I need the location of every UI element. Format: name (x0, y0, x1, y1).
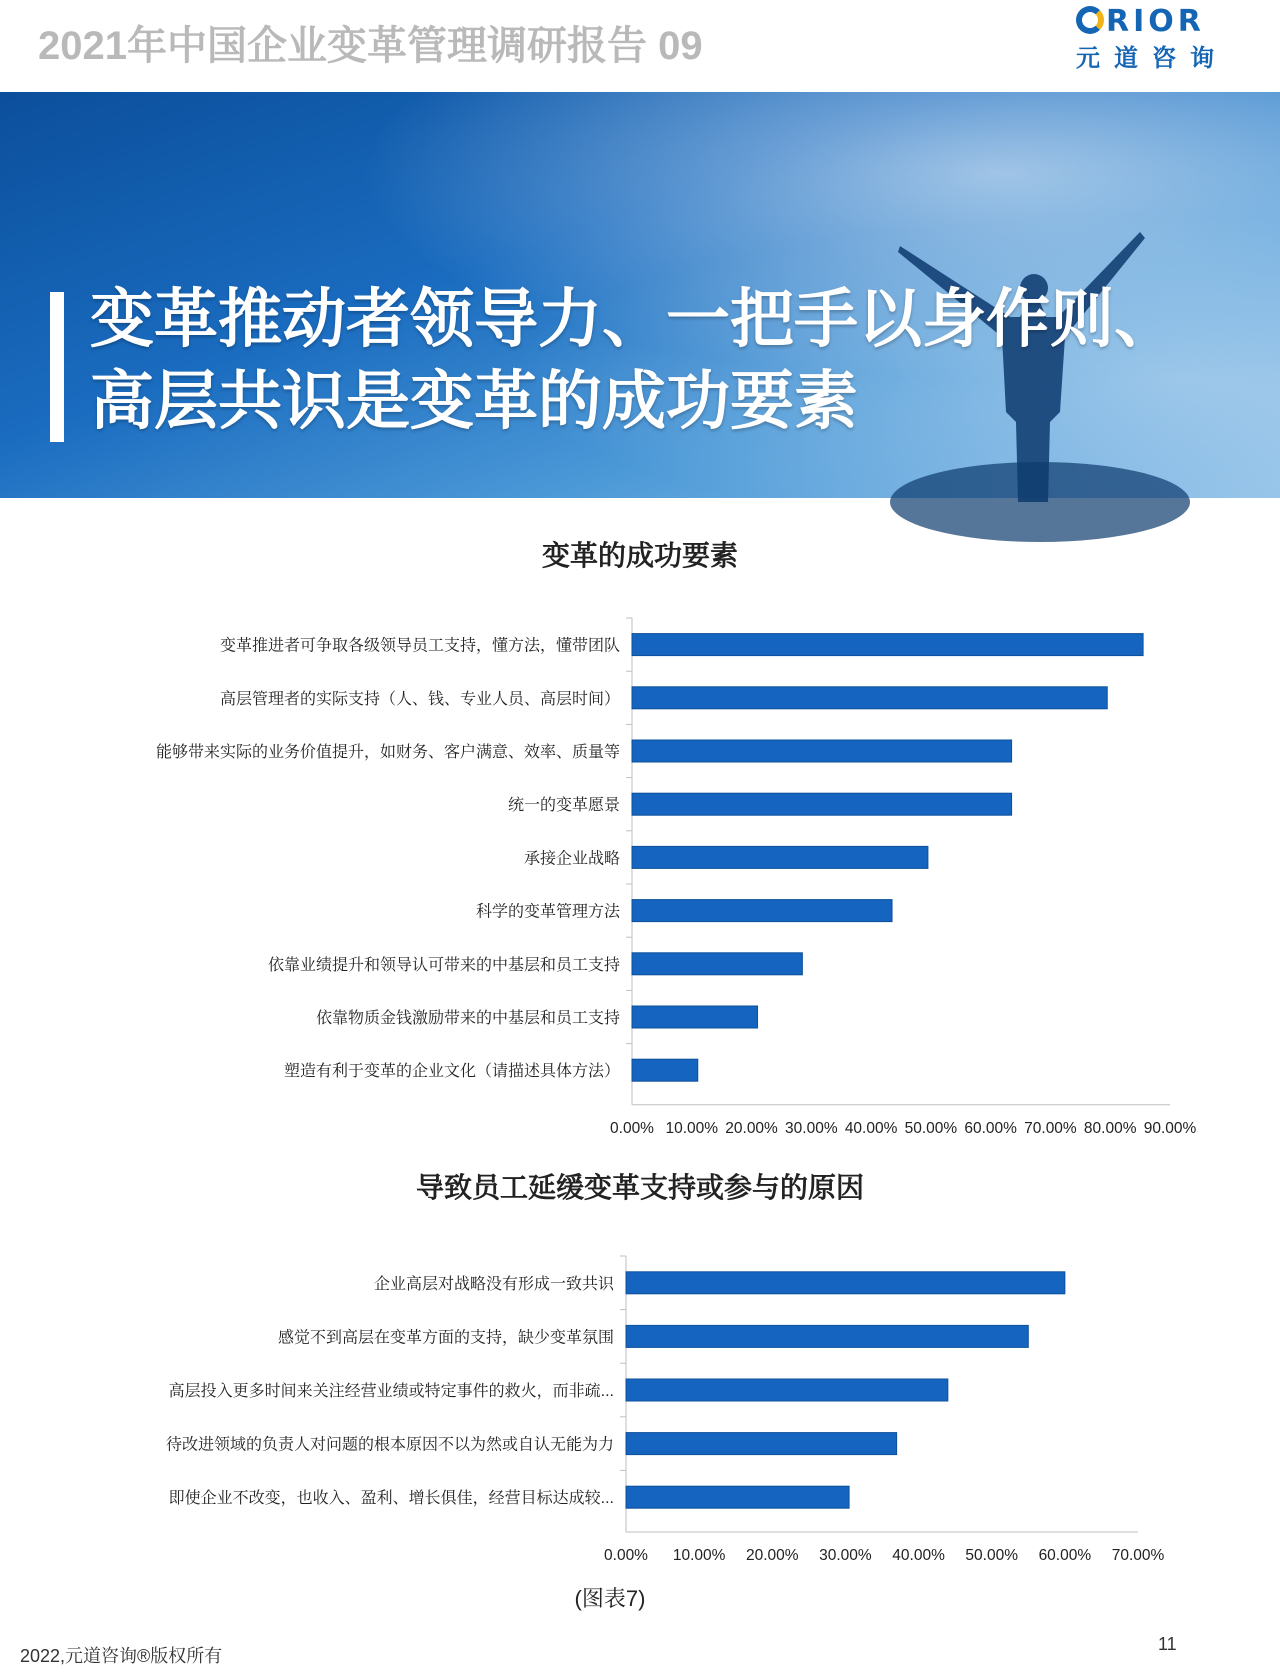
category-label-2: 感觉不到高层在变革方面的支持，缺少变革氛围 (277, 1329, 614, 1347)
x-tick-label: 20.00% (725, 1119, 778, 1137)
logo-ring-icon (1076, 6, 1104, 34)
company-logo (1076, 4, 1246, 72)
bar-2 (626, 1325, 1028, 1347)
category-label-7: 依靠业绩提升和领导认可带来的中基层和员工支持 (267, 956, 620, 974)
bar-7 (632, 953, 802, 975)
category-label-2: 高层管理者的实际支持（人、钱、专业人员、高层时间） (219, 690, 620, 708)
x-tick-label: 60.00% (964, 1119, 1017, 1137)
logo-cn-text: 元道咨询 (1076, 45, 1228, 72)
x-tick-label: 0.00% (610, 1119, 654, 1137)
x-tick-label: 50.00% (904, 1119, 958, 1137)
x-tick-label: 40.00% (844, 1119, 898, 1137)
chart-1-title: 变革的成功要素 (541, 540, 738, 571)
x-tick-label: 30.00% (819, 1547, 872, 1564)
bar-2 (632, 687, 1107, 709)
x-tick-label: 80.00% (1083, 1119, 1137, 1137)
x-tick-label: 40.00% (892, 1547, 945, 1564)
page-number: 11 (1158, 1634, 1177, 1654)
hero-banner (0, 92, 1280, 498)
category-label-3: 高层投入更多时间来关注经营业绩或特定事件的救火，而非疏... (168, 1383, 614, 1400)
x-tick-label: 10.00% (672, 1547, 726, 1564)
bar-3 (632, 740, 1012, 762)
category-label-5: 承接企业战略 (523, 850, 620, 868)
x-tick-label: 20.00% (745, 1547, 799, 1564)
category-label-5: 即使企业不改变，也收入、盈利、增长俱佳，经营目标达成较... (168, 1490, 614, 1508)
chart-2-title: 导致员工延缓变革支持或参与的原因 (415, 1172, 864, 1203)
headline-accent-bar (50, 292, 64, 442)
category-label-4: 待改进领域的负责人对问题的根本原因不以为然或自认无能为力 (165, 1436, 614, 1454)
category-label-6: 科学的变革管理方法 (475, 903, 620, 921)
category-label-8: 依靠物质金钱激励带来的中基层和员工支持 (315, 1010, 620, 1027)
bar-3 (626, 1379, 948, 1401)
success-factors-chart (0, 600, 1280, 1137)
bar-5 (626, 1486, 849, 1508)
x-tick-label: 10.00% (665, 1119, 719, 1137)
bar-4 (632, 793, 1012, 815)
headline-line-2: 高层共识是变革的成功要素 (90, 365, 858, 437)
category-label-4: 统一的变革愿景 (507, 797, 620, 815)
category-label-1: 变革推进者可争取各级领导员工支持，懂方法，懂带团队 (219, 637, 620, 655)
report-title: 2021年中国企业变革管理调研报告 09 (38, 24, 703, 68)
copyright-text: 2022,元道咨询®版权所有 (20, 1646, 223, 1666)
x-tick-label: 90.00% (1143, 1119, 1197, 1137)
x-tick-label: 50.00% (965, 1547, 1019, 1564)
bar-5 (632, 846, 928, 868)
figure-caption: (图表7) (574, 1586, 646, 1611)
bar-9 (632, 1059, 698, 1081)
bar-6 (632, 900, 892, 922)
category-label-9: 塑造有利于变革的企业文化（请描述具体方法） (283, 1063, 620, 1081)
banner-headline (90, 278, 1178, 442)
x-tick-label: 0.00% (604, 1547, 648, 1564)
x-tick-label: 60.00% (1038, 1547, 1092, 1564)
bar-1 (632, 634, 1143, 656)
x-tick-label: 30.00% (785, 1119, 838, 1137)
category-label-1: 企业高层对战略没有形成一致共识 (373, 1275, 614, 1293)
x-tick-label: 70.00% (1111, 1547, 1165, 1564)
category-label-3: 能够带来实际的业务价值提升，如财务、客户满意、效率、质量等 (155, 744, 620, 761)
bar-1 (626, 1272, 1065, 1294)
bar-4 (626, 1433, 897, 1455)
x-tick-label: 70.00% (1024, 1119, 1077, 1137)
delay-reasons-chart (0, 1230, 1280, 1564)
logo-en-text: RIOR (1106, 4, 1205, 39)
bar-8 (632, 1006, 758, 1028)
headline-line-1: 变革推动者领导力、一把手以身作则、 (90, 283, 1178, 355)
logo-wordmark (1076, 4, 1205, 39)
